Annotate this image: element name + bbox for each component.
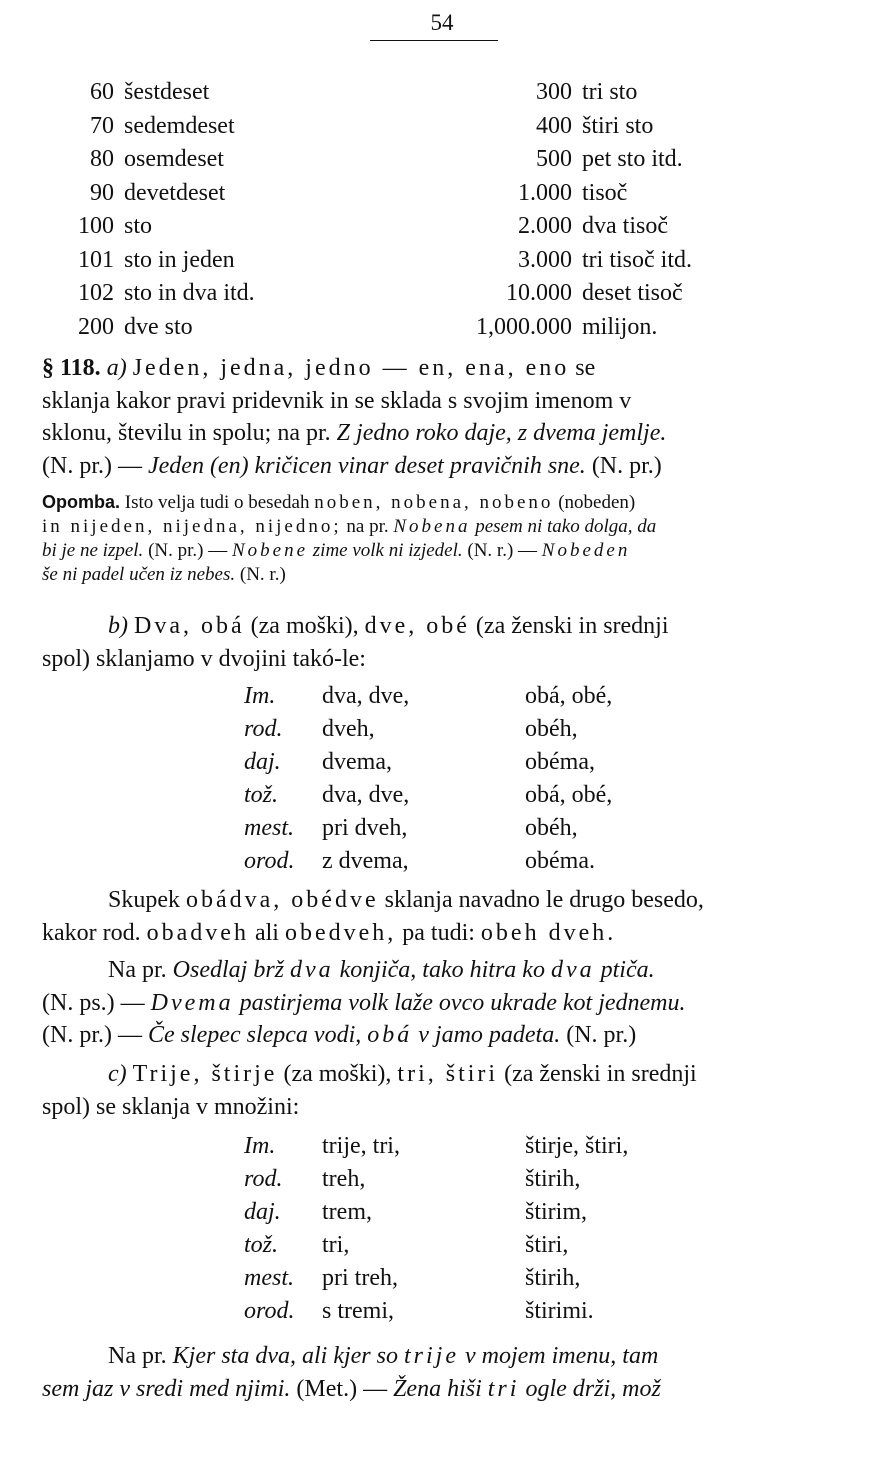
numeral-value: 1.000: [518, 179, 572, 206]
numeral-row: [400, 110, 692, 144]
form-stirje: štirih,: [525, 1166, 581, 1192]
numeral-value: 60: [90, 79, 114, 105]
declension-row: [244, 1163, 628, 1196]
text-run: (N. pr.) —: [148, 540, 228, 561]
numeral-row: [400, 277, 692, 311]
spaced-term: dve, obé: [364, 613, 470, 639]
numeral-value: 2.000: [518, 213, 572, 239]
numeral-value: 300: [536, 79, 572, 105]
example-italic-spaced: trije: [403, 1343, 459, 1369]
text-run: ali: [254, 919, 279, 946]
form-dva: dvema,: [322, 749, 392, 775]
text-run: Isto velja tudi o besedah: [124, 492, 310, 513]
text-line: [42, 954, 842, 987]
example-italic: bi je ne izpel.: [42, 540, 144, 561]
numeral-value: 1,000.000: [476, 313, 572, 340]
numeral-word: dva tisoč: [582, 213, 668, 239]
declension-row: [244, 1262, 628, 1295]
form-trije: s tremi,: [322, 1298, 394, 1324]
example-italic-spaced: dva: [290, 957, 334, 983]
example-italic-spaced: Nobena: [393, 516, 471, 537]
examples-paragraph: [42, 954, 842, 1052]
numeral-row: [400, 244, 692, 278]
text-line: [42, 417, 842, 450]
declension-row: [244, 1196, 628, 1229]
form-oba: obá, obé,: [525, 683, 613, 709]
example-italic-spaced: obá: [367, 1022, 413, 1048]
numeral-word: tri sto: [582, 79, 638, 105]
case-label: mest.: [244, 815, 294, 841]
numeral-word: štiri sto: [582, 112, 654, 139]
page-number-rule: [370, 40, 498, 41]
case-label: Im.: [244, 1133, 276, 1159]
paragraph-b: [42, 610, 842, 675]
declension-row: [244, 1130, 628, 1163]
example-italic: ogle drži, mož: [525, 1375, 661, 1402]
text-run: (nobeden): [558, 492, 636, 513]
example-italic: pastirjema volk laže ovco ukrade kot jednemu.: [239, 989, 686, 1016]
form-oba: obéh,: [525, 716, 578, 742]
numeral-value: 3.000: [518, 246, 572, 273]
spaced-term: obedveh,: [284, 919, 397, 946]
text-line: [42, 450, 842, 483]
example-italic-spaced: tri: [487, 1375, 520, 1402]
case-label: rod.: [244, 716, 283, 742]
text-line: [42, 515, 842, 539]
form-dva: dva, dve,: [322, 683, 410, 709]
spaced-term: in nijeden, nijedna, nijedno;: [42, 516, 342, 537]
form-trije: trije, tri,: [322, 1133, 400, 1159]
text-run: Na pr.: [108, 957, 167, 983]
declension-row: [244, 845, 612, 878]
numeral-value: 90: [90, 179, 114, 206]
text-line: [42, 1019, 842, 1052]
example-italic-spaced: Nobeden: [541, 540, 631, 561]
text-line: [42, 563, 842, 587]
case-label: tož.: [244, 782, 279, 808]
numeral-row: [400, 210, 692, 244]
example-italic: pesem ni tako dolga, da: [475, 516, 657, 537]
text-line: [42, 490, 842, 515]
example-italic-spaced: Nobene: [231, 540, 309, 561]
spaced-term: Dva, obá: [134, 613, 245, 639]
text-run: (za moški),: [283, 1061, 392, 1087]
form-stirje: štirim,: [525, 1199, 588, 1225]
numeral-value: 200: [78, 313, 114, 340]
case-label: orod.: [244, 1298, 295, 1324]
case-label: daj.: [244, 1199, 281, 1225]
numeral-word: sedemdeset: [124, 112, 235, 139]
case-label: daj.: [244, 749, 281, 775]
text-run: sklonu, številu in spolu; na pr.: [42, 420, 331, 446]
text-run: (Met.) —: [296, 1375, 388, 1402]
form-trije: treh,: [322, 1166, 366, 1192]
spaced-term: obádva, obédve: [186, 887, 379, 913]
numeral-row: [40, 210, 255, 244]
form-oba: obá, obé,: [525, 782, 613, 808]
note-paragraph: [42, 490, 842, 587]
declension-row: [244, 1295, 628, 1328]
case-label: tož.: [244, 1232, 279, 1258]
numerals-right-column: [400, 76, 692, 344]
numeral-row: [400, 177, 692, 211]
numeral-value: 10.000: [506, 280, 572, 306]
example-italic-spaced: dva: [550, 957, 595, 983]
form-stirje: štirje, štiri,: [525, 1133, 629, 1159]
example-italic: konjiča, tako hitra ko: [339, 957, 545, 983]
numeral-row: [400, 76, 692, 110]
numeral-value: 70: [90, 112, 114, 139]
example-italic: ptiča.: [600, 957, 655, 983]
spaced-term: Trije, štirje: [132, 1061, 278, 1087]
spaced-term: obadveh: [146, 919, 249, 946]
paragraph-c: [42, 1058, 842, 1123]
form-oba: obéh,: [525, 815, 578, 841]
spaced-term: obeh dveh.: [480, 919, 617, 946]
declension-row: [244, 1229, 628, 1262]
numeral-word: devetdeset: [124, 179, 226, 206]
declension-row: [244, 680, 612, 713]
form-dva: z dvema,: [322, 848, 409, 874]
text-run: (za ženski in srednji: [504, 1061, 697, 1087]
text-line: [42, 987, 842, 1020]
text-run: (N. pr.): [591, 452, 662, 479]
declension-row: [244, 746, 612, 779]
numeral-word: sto: [124, 213, 153, 239]
numeral-row: [400, 143, 692, 177]
numeral-value: 500: [536, 146, 572, 172]
text-run: (za moški),: [250, 613, 359, 639]
text-line: [42, 1340, 842, 1373]
numeral-row: [400, 311, 692, 345]
item-letter: a): [106, 355, 127, 381]
text-line: spol) se sklanja v množini:: [42, 1093, 300, 1120]
numeral-row: [40, 177, 255, 211]
text-run: (N. r.): [239, 564, 286, 585]
form-trije: pri treh,: [322, 1265, 398, 1291]
form-dva: pri dveh,: [322, 815, 408, 841]
item-letter: b): [108, 613, 128, 639]
text-run: sklanja navadno le drugo besedo,: [384, 887, 704, 913]
text-line: [42, 1373, 842, 1406]
spaced-term: Jeden, jedna, jedno — en, ena, eno: [132, 355, 570, 381]
numeral-word: sto in jeden: [124, 246, 235, 273]
example-italic: Z jedno roko daje, z dvema jemlje.: [336, 420, 667, 446]
example-italic: Kjer sta dva, ali kjer so: [172, 1343, 398, 1369]
numeral-word: dve sto: [124, 313, 193, 340]
form-stirje: štiri,: [525, 1232, 569, 1258]
form-trije: trem,: [322, 1199, 372, 1225]
numeral-row: [40, 110, 255, 144]
numeral-word: šestdeset: [124, 79, 210, 105]
numeral-word: osemdeset: [124, 146, 224, 172]
numeral-word: deset tisoč: [582, 280, 683, 306]
item-letter: c): [108, 1061, 127, 1087]
form-dva: dva, dve,: [322, 782, 410, 808]
numeral-word: tri tisoč itd.: [582, 246, 692, 273]
text-run: (za ženski in srednji: [475, 613, 669, 639]
numeral-row: [40, 244, 255, 278]
text-line: [42, 352, 842, 385]
declension-row: [244, 713, 612, 746]
text-line: [42, 610, 842, 643]
text-run: (N. pr.) —: [42, 1022, 142, 1048]
example-italic: Žena hiši: [393, 1375, 482, 1402]
text-line: sklanja kakor pravi pridevnik in se sklada s svojim imenom v: [42, 387, 632, 414]
text-run: (N. pr.) —: [42, 452, 142, 479]
text-run: (N. pr.): [566, 1022, 637, 1048]
text-run: Skupek: [108, 887, 180, 913]
section-118-paragraph: [42, 352, 842, 482]
numeral-value: 101: [78, 246, 114, 273]
form-oba: obéma,: [525, 749, 595, 775]
text-run: kakor rod.: [42, 919, 141, 946]
declension-table-dva: [244, 680, 612, 878]
text-run: (N. r.) —: [467, 540, 538, 561]
note-label: Opomba.: [42, 492, 121, 512]
numeral-row: [40, 277, 255, 311]
text-run: Na pr.: [108, 1343, 167, 1369]
example-italic-spaced: Dvema: [150, 989, 234, 1016]
declension-row: [244, 812, 612, 845]
numeral-word: milijon.: [582, 313, 658, 340]
text-line: [42, 917, 842, 950]
case-label: rod.: [244, 1166, 283, 1192]
section-heading: § 118.: [42, 355, 101, 381]
text-line: [42, 1058, 842, 1091]
example-italic: zime volk ni izjedel.: [312, 540, 463, 561]
text-run: se: [575, 355, 596, 381]
example-italic: Jeden (en) kričicen vinar deset pravičnih sne.: [147, 452, 586, 479]
form-oba: obéma.: [525, 848, 595, 874]
final-paragraph: [42, 1340, 842, 1405]
numeral-row: [40, 143, 255, 177]
numeral-value: 400: [536, 112, 572, 139]
form-trije: tri,: [322, 1232, 350, 1258]
numerals-left-column: [40, 76, 255, 344]
form-dva: dveh,: [322, 716, 375, 742]
text-line: [42, 884, 842, 917]
example-italic: v jamo padeta.: [418, 1022, 561, 1048]
page-number: 54: [430, 10, 454, 35]
case-label: Im.: [244, 683, 276, 709]
numeral-word: tisoč: [582, 179, 628, 206]
declension-table-trije: [244, 1130, 628, 1328]
example-italic: Osedlaj brž: [172, 957, 284, 983]
numeral-value: 102: [78, 280, 114, 306]
skupek-paragraph: [42, 884, 842, 949]
numeral-row: [40, 311, 255, 345]
text-run: na pr.: [346, 516, 389, 537]
numeral-word: pet sto itd.: [582, 146, 683, 172]
text-run: pa tudi:: [402, 919, 475, 946]
case-label: mest.: [244, 1265, 294, 1291]
example-italic: v mojem imenu, tam: [464, 1343, 659, 1369]
declension-row: [244, 779, 612, 812]
example-italic: sem jaz v sredi med njimi.: [42, 1375, 291, 1402]
form-stirje: štirimi.: [525, 1298, 594, 1324]
spaced-term: tri, štiri: [397, 1061, 499, 1087]
spaced-term: noben, nobena, nobeno: [314, 492, 554, 513]
numeral-value: 100: [78, 213, 114, 239]
numeral-value: 80: [90, 146, 114, 172]
example-italic: Če slepec slepca vodi,: [147, 1022, 362, 1048]
text-line: spol) sklanjamo v dvojini takó-le:: [42, 645, 366, 672]
numeral-word: sto in dva itd.: [124, 280, 255, 306]
text-line: [42, 539, 842, 563]
form-stirje: štirih,: [525, 1265, 581, 1291]
example-italic: še ni padel učen iz nebes.: [42, 564, 236, 585]
case-label: orod.: [244, 848, 295, 874]
text-run: (N. ps.) —: [42, 989, 145, 1016]
numeral-row: [40, 76, 255, 110]
